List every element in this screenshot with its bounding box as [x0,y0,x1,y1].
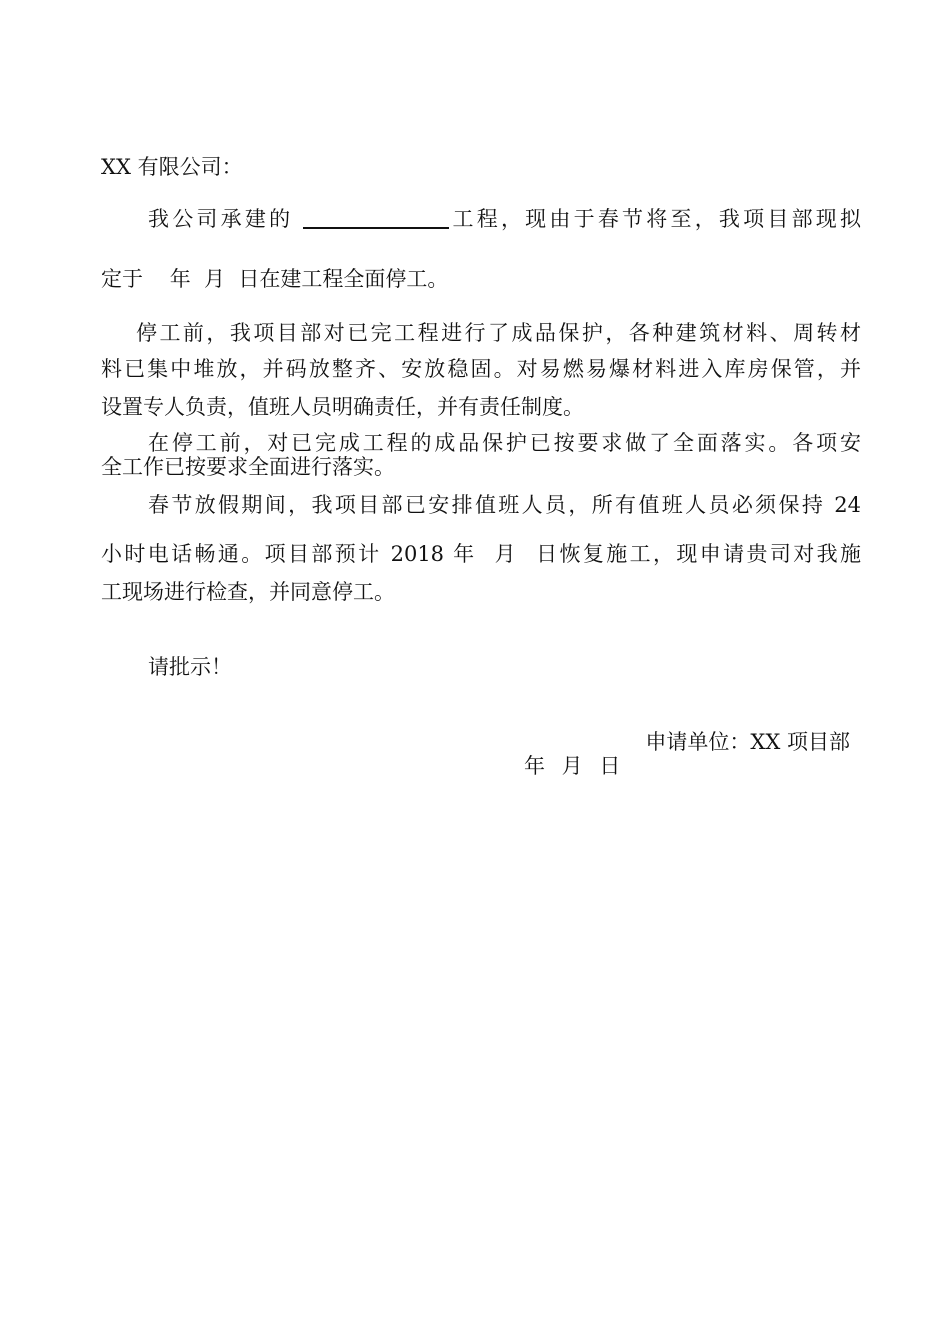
paragraph-3-line-2: 全工作已按要求全面进行落实。 [101,455,395,479]
paragraph-1-line-1 [101,204,861,234]
paragraph-1-line-2: 定于 年 月 日在建工程全面停工。 [101,267,449,291]
request-approval: 请批示！ [148,655,232,679]
applicant-signature: 申请单位：XX 项目部 [645,730,850,754]
paragraph-2-line-1: 停工前，我项目部对已完工程进行了成品保护，各种建筑材料、周转材 [136,321,861,345]
project-name-blank [303,205,449,229]
paragraph-1-text-b: 工程，现由于春节将至，我项目部现拟 [449,207,862,231]
salutation: XX 有限公司： [101,155,243,179]
paragraph-2-line-2: 料已集中堆放，并码放整齐、安放稳固。对易燃易爆材料进入库房保管，并 [101,357,861,381]
signature-date: 年 月 日 [524,754,626,778]
paragraph-4-line-2: 小时电话畅通。项目部预计 2018 年 月 日恢复施工，现申请贵司对我施 [101,542,861,566]
paragraph-4-line-1: 春节放假期间，我项目部已安排值班人员，所有值班人员必须保持 24 [148,493,861,517]
paragraph-3-line-1: 在停工前，对已完成工程的成品保护已按要求做了全面落实。各项安 [148,431,861,455]
paragraph-1-text-a: 我公司承建的 [148,207,294,231]
paragraph-2-line-3: 设置专人负责，值班人员明确责任，并有责任制度。 [101,395,584,419]
paragraph-4-line-3: 工现场进行检查，并同意停工。 [101,580,395,604]
